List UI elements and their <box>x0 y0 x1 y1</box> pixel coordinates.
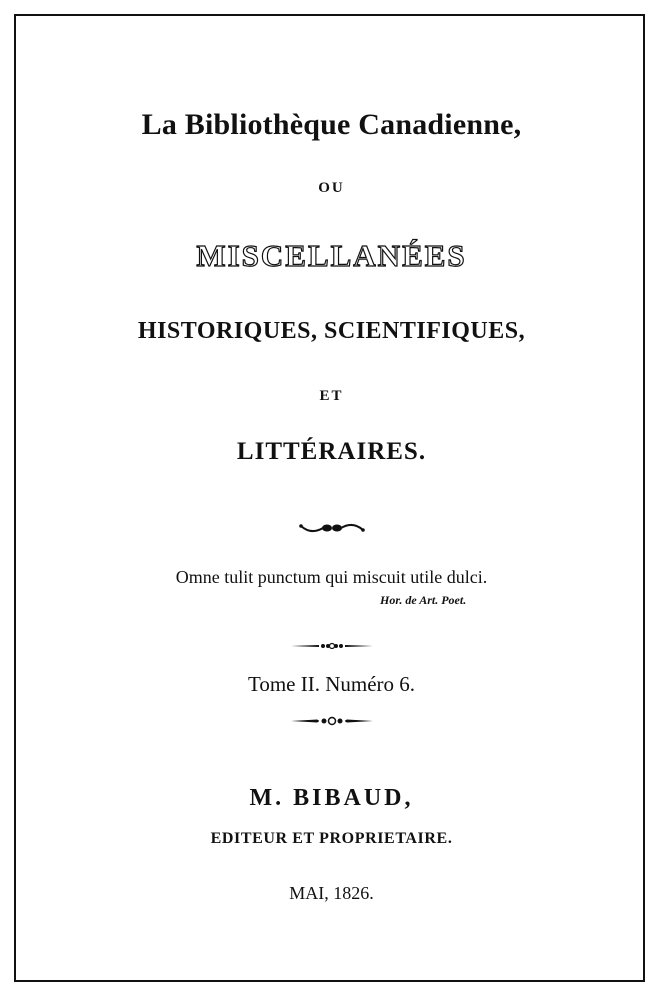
connector-et: ET <box>319 388 344 404</box>
flourish-ornament-icon <box>0 519 663 537</box>
publication-date: MAI, 1826. <box>289 883 374 903</box>
volume-issue: Tome II. Numéro 6. <box>247 672 416 696</box>
editor-role: EDITEUR ET PROPRIETAIRE. <box>210 830 453 847</box>
motto-quote: Omne tulit punctum qui miscuit utile dulci. <box>175 567 488 587</box>
subtitle-line: HISTORIQUES, SCIENTIFIQUES, <box>137 318 526 344</box>
beaded-rule-ornament-icon <box>0 714 663 728</box>
book-title: La Bibliothèque Canadienne, <box>141 108 522 141</box>
editor-name: M. BIBAUD, <box>249 785 414 811</box>
motto-attribution: Hor. de Art. Poet. <box>380 593 467 607</box>
subtitle-end: LITTÉRAIRES. <box>236 438 427 465</box>
beaded-rule-ornament-icon <box>0 640 663 652</box>
connector-ou: OU <box>318 180 345 196</box>
subtitle-main: MISCELLANÉES <box>196 238 467 273</box>
